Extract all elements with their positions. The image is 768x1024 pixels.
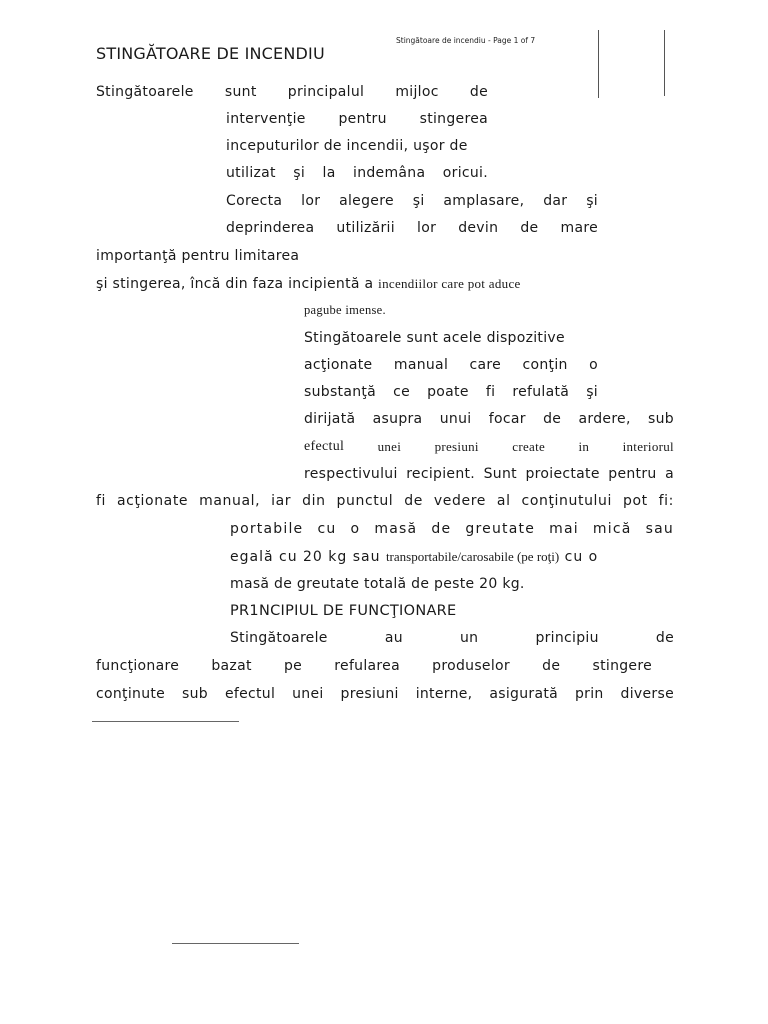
document-title: STINGĂTOARE DE INCENDIU <box>96 44 325 63</box>
text-line: Corecta lor alegere şi amplasare, dar şi <box>226 193 598 209</box>
text-line: acţionate manual care conţin o <box>304 357 598 373</box>
text-fragment-serif: incendiilor care pot aduce <box>378 276 521 291</box>
text-line: respectivului recipient. Sunt proiectate pentru a <box>304 466 674 482</box>
text-line: importanţă pentru limitarea <box>96 248 300 264</box>
text-line: masă de greutate totală de peste 20 kg. <box>230 576 525 592</box>
text-fragment: şi stingerea, încă din faza incipientă a <box>96 276 379 292</box>
header-vertical-rule-right <box>664 30 665 96</box>
text-line: dirijată asupra unui focar de ardere, sub <box>304 411 674 427</box>
text-line <box>304 437 674 457</box>
text-fragment: cu o <box>559 549 599 565</box>
header-vertical-rule-left <box>598 30 599 98</box>
text-fragment-serif: interiorul <box>622 439 674 454</box>
section-heading: PR1NCIPIUL DE FUNCŢIONARE <box>230 603 457 619</box>
text-line: portabile cu o masă de greutate mai mică sau <box>230 521 674 537</box>
text-line: fi acţionate manual, iar din punctul de vedere al conţinutului pot fi: <box>96 493 674 509</box>
text-fragment-serif: presiuni <box>434 439 479 454</box>
text-line: intervenţie pentru stingerea <box>226 111 488 127</box>
text-fragment-serif: in <box>578 439 590 454</box>
text-line: Stingătoarele sunt principalul mijloc de <box>96 84 488 100</box>
text-line: conţinute sub efectul unei presiuni interne, asigurată prin diverse <box>96 686 674 702</box>
text-line <box>230 547 674 567</box>
text-line: funcţionare bazat pe refularea produselor de stingere <box>96 658 652 674</box>
text-line: pagube imense. <box>304 303 386 317</box>
text-line <box>96 274 521 294</box>
text-fragment-serif: transportabile/carosabile (pe roţi) <box>385 549 560 564</box>
footer-rule <box>172 943 299 944</box>
footnote-separator <box>92 721 239 722</box>
text-fragment-serif: efectul <box>304 439 345 454</box>
text-fragment-serif: create <box>512 439 546 454</box>
text-line: deprinderea utilizării lor devin de mare <box>226 220 598 236</box>
text-line: Stingătoarele au un principiu de <box>230 630 674 646</box>
text-line: inceputurilor de incendii, uşor de <box>226 138 468 154</box>
text-fragment: egală cu 20 kg sau <box>230 549 386 565</box>
page-header: Stingătoare de incendiu - Page 1 of 7 <box>396 36 536 45</box>
text-fragment-serif: unei <box>377 439 402 454</box>
text-line: substanţă ce poate fi refulată şi <box>304 384 598 400</box>
text-line: utilizat şi la indemâna oricui. <box>226 165 488 181</box>
text-line: Stingătoarele sunt acele dispozitive <box>304 330 565 346</box>
